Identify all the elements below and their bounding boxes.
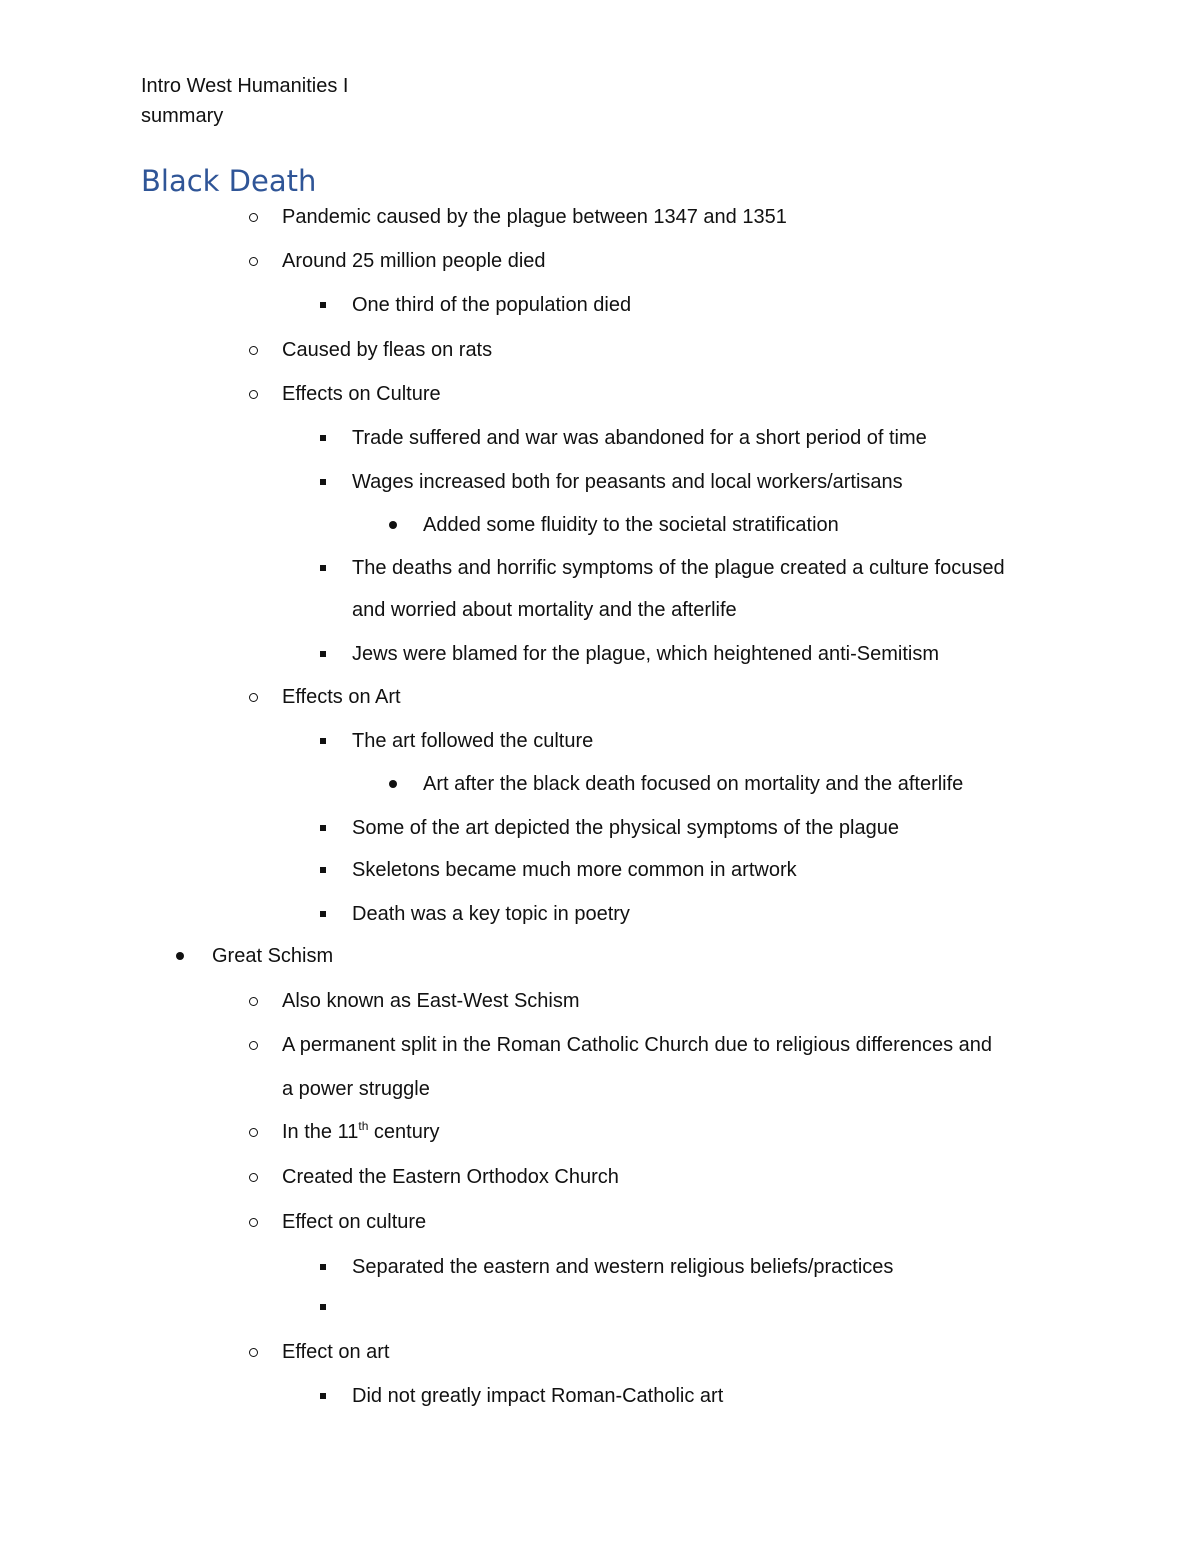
square-bullet-icon (320, 651, 326, 657)
list-item-great-schism: Great Schism (212, 945, 334, 967)
list-item: Separated the eastern and western religious beliefs/practices (352, 1256, 894, 1278)
list-item: Did not greatly impact Roman-Catholic art (352, 1385, 724, 1407)
list-item: A permanent split in the Roman Catholic Church due to religious differences and (282, 1034, 993, 1056)
list-item: Effects on Culture (282, 383, 441, 405)
century-suffix: century (368, 1121, 440, 1143)
square-bullet-icon (320, 1304, 326, 1310)
list-item: Effect on culture (282, 1211, 427, 1233)
square-bullet-icon (320, 1393, 326, 1399)
circle-bullet-icon (249, 1218, 258, 1227)
dot-bullet-icon (389, 780, 397, 788)
list-item: Jews were blamed for the plague, which heightened anti-Semitism (352, 643, 939, 665)
square-bullet-icon (320, 825, 326, 831)
list-item: Effects on Art (282, 686, 401, 708)
circle-bullet-icon (249, 1173, 258, 1182)
list-item: Wages increased both for peasants and local workers/artisans (352, 471, 903, 493)
list-item: Caused by fleas on rats (282, 339, 493, 361)
square-bullet-icon (320, 565, 326, 571)
circle-bullet-icon (249, 693, 258, 702)
list-item: Also known as East-West Schism (282, 990, 580, 1012)
list-item: Art after the black death focused on mortality and the afterlife (423, 773, 964, 795)
section-heading-black-death: Black Death (141, 164, 317, 198)
square-bullet-icon (320, 738, 326, 744)
list-item: Some of the art depicted the physical symptoms of the plague (352, 817, 899, 839)
document-title: Intro West Humanities I (141, 75, 349, 97)
list-item-century (282, 1118, 440, 1146)
square-bullet-icon (320, 302, 326, 308)
circle-bullet-icon (249, 390, 258, 399)
circle-bullet-icon (249, 346, 258, 355)
circle-bullet-icon (249, 1348, 258, 1357)
century-superscript: th (358, 1119, 369, 1133)
circle-bullet-icon (249, 1041, 258, 1050)
list-item: Skeletons became much more common in artwork (352, 859, 797, 881)
list-item: Created the Eastern Orthodox Church (282, 1166, 619, 1188)
dot-bullet-icon (176, 952, 184, 960)
list-item: Death was a key topic in poetry (352, 903, 630, 925)
document-subtitle: summary (141, 105, 224, 127)
circle-bullet-icon (249, 997, 258, 1006)
circle-bullet-icon (249, 1128, 258, 1137)
dot-bullet-icon (389, 521, 397, 529)
circle-bullet-icon (249, 257, 258, 266)
century-prefix: In the 11 (282, 1121, 359, 1143)
circle-bullet-icon (249, 213, 258, 222)
square-bullet-icon (320, 479, 326, 485)
list-item: Around 25 million people died (282, 250, 546, 272)
list-item: Pandemic caused by the plague between 1347 and 1351 (282, 206, 787, 228)
square-bullet-icon (320, 867, 326, 873)
list-item: Effect on art (282, 1341, 390, 1363)
list-item: The deaths and horrific symptoms of the plague created a culture focused (352, 557, 1005, 579)
list-item: The art followed the culture (352, 730, 594, 752)
list-item: Trade suffered and war was abandoned for a short period of time (352, 427, 927, 449)
list-item: One third of the population died (352, 294, 632, 316)
square-bullet-icon (320, 911, 326, 917)
square-bullet-icon (320, 1264, 326, 1270)
list-item: Added some fluidity to the societal stratification (423, 514, 839, 536)
list-item-continuation: and worried about mortality and the afterlife (352, 599, 737, 621)
square-bullet-icon (320, 435, 326, 441)
list-item-continuation: a power struggle (282, 1078, 430, 1100)
